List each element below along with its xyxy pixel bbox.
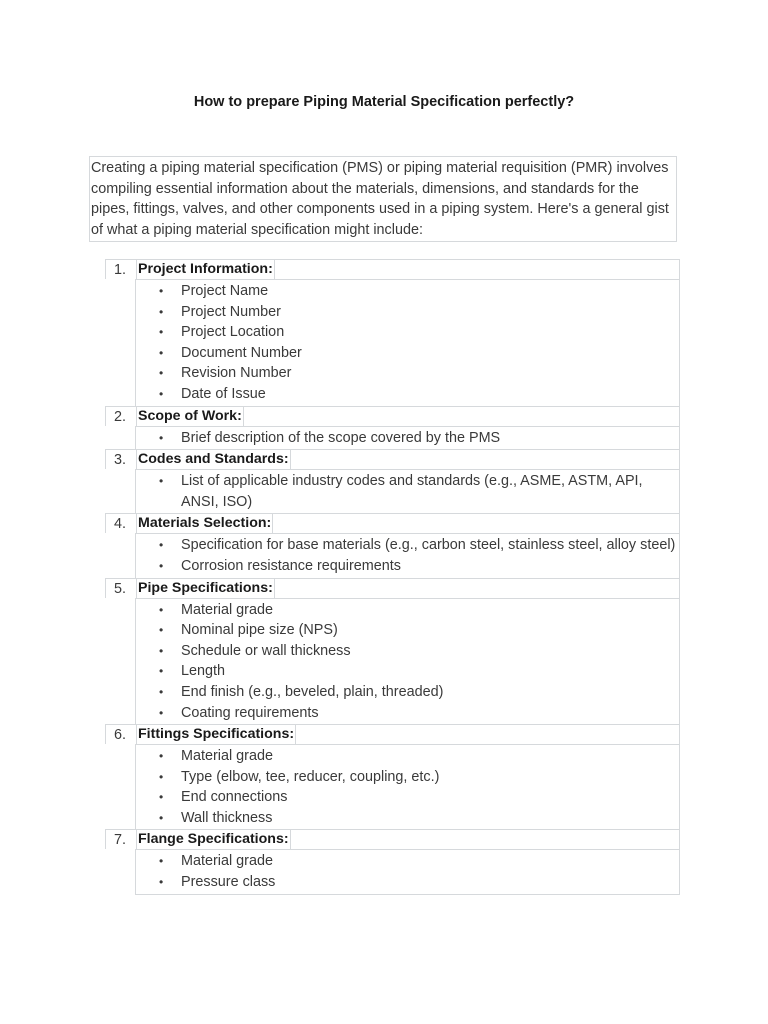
section-heading [105,578,680,598]
section-heading [105,449,680,469]
list-item [136,302,679,323]
list-item-text: Project Name [181,283,269,299]
list-item-text: Schedule or wall thickness [181,642,351,659]
list-item-text: Project Location [181,324,285,341]
list-item-text: Revision Number [181,365,292,382]
bullet-icon: • [159,284,164,298]
section-bullet-list [135,279,680,406]
list-item [136,767,679,788]
page-title: How to prepare Piping Material Specification perfectly? [193,94,575,110]
section-title: Materials Selection: [138,515,272,532]
list-item-text: Nominal pipe size (NPS) [181,622,338,639]
section-heading [105,724,680,744]
list-item-text: Wall thickness [181,809,273,826]
bullet-icon: • [159,810,164,825]
list-item [136,535,679,556]
list-item [136,281,679,302]
list-item-text: Corrosion resistance requirements [181,557,401,574]
section-title: Fittings Specifications: [138,726,295,743]
bullet-icon: • [159,854,164,869]
bullet-icon: • [159,558,164,573]
list-item [136,808,679,829]
list-item-text: Material grade [181,601,273,618]
list-item-text: End finish (e.g., beveled, plain, threaded) [181,683,444,700]
bullet-icon: • [159,705,164,720]
list-item [136,851,679,872]
bullet-icon: • [159,304,164,319]
list-item [136,428,679,449]
list-item-text: End connections [181,789,288,806]
list-item [136,641,679,662]
bullet-icon: • [159,623,164,638]
bullet-icon: • [159,430,164,445]
bullet-icon: • [159,538,164,553]
bullet-icon: • [159,474,164,489]
list-item [136,556,679,577]
list-item [136,746,679,767]
section-heading [105,829,680,849]
section-heading [105,406,680,426]
bullet-icon: • [159,769,164,784]
list-item-text: Specification for base materials (e.g., carbon steel, stainless steel, alloy steel) [181,537,676,554]
list-item [136,787,679,808]
divider [135,894,680,895]
list-item-text: Material grade [181,748,273,765]
list-item-text: Brief description of the scope covered by the PMS [181,429,501,446]
section-title: Project Information: [138,261,273,277]
list-item-text: Type (elbow, tee, reducer, coupling, etc.) [181,768,440,785]
bullet-icon: • [159,790,164,805]
section-bullet-list [135,426,680,450]
section-bullet-list [135,744,680,829]
section-bullet-list [135,598,680,725]
section-title: Pipe Specifications: [138,579,273,596]
bullet-icon: • [159,664,164,679]
bullet-icon: • [159,386,164,401]
list-item [136,703,679,724]
list-item-text: Material grade [181,853,273,870]
section-bullet-list [135,849,680,893]
list-item [136,384,679,405]
section-title: Flange Specifications: [138,831,289,848]
section-heading [105,259,680,279]
section-number: 5. [114,580,127,597]
bullet-icon: • [159,325,164,340]
list-item [136,872,679,893]
section-number: 3. [114,452,127,469]
list-item-text: Pressure class [181,874,276,891]
list-item [136,343,679,364]
bullet-icon: • [159,643,164,658]
list-item [136,363,679,384]
list-item [136,620,679,641]
section-title: Codes and Standards: [138,451,289,468]
section-number: 7. [114,832,127,849]
list-item-text: Date of Issue [181,385,266,402]
section-bullet-list [135,469,680,513]
section-number: 2. [114,408,127,425]
section-heading [105,513,680,533]
list-item [136,661,679,682]
bullet-icon: • [159,366,164,381]
list-item [136,600,679,621]
list-item-text: Project Number [181,303,281,320]
list-item-text: List of applicable industry codes and standards (e.g., ASME, ASTM, API, ANSI, ISO) [181,473,643,510]
bullet-icon: • [159,345,164,360]
bullet-icon: • [159,749,164,764]
list-item [136,682,679,703]
section-number: 4. [114,516,127,533]
bullet-icon: • [159,602,164,617]
spec-outline-list [105,259,680,895]
section-number: 6. [114,727,127,744]
list-item-text: Length [181,663,226,680]
section-bullet-list [135,533,680,577]
bullet-icon: • [159,684,164,699]
list-item-text: Document Number [181,344,302,361]
list-item [136,322,679,343]
section-title: Scope of Work: [138,407,242,424]
bullet-icon: • [159,875,164,890]
list-item [136,471,679,512]
intro-paragraph: Creating a piping material specification (PMS) or piping material requisition (PMR) involves compiling essential information about the materials, dimensions, and standards for the pipes, fittings, valves, and other components used in a piping system. Here's a general gist of what a piping material specification might include: [89,156,677,242]
list-item-text: Coating requirements [181,704,319,721]
section-number: 1. [114,262,127,278]
